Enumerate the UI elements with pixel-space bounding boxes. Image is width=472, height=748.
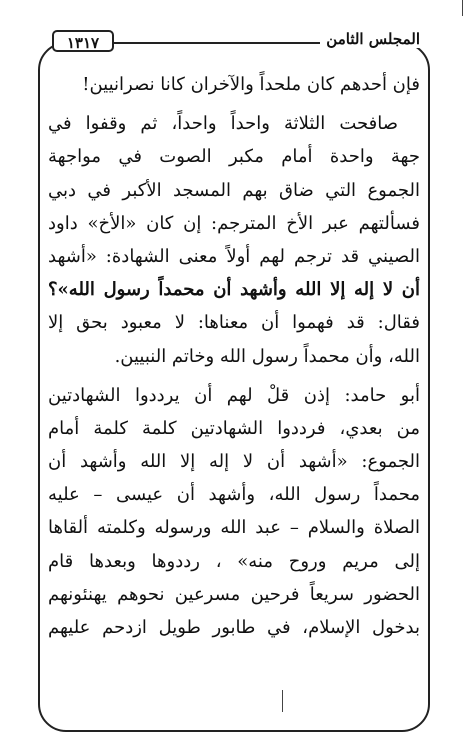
text-line: أبو حامد: إذن قلْ لهم أن يرددوا الشهادتين	[48, 384, 420, 406]
text-line: الله، وأن محمداً رسول الله وخاتم النبيين.	[114, 345, 420, 367]
text-line: الحضور سريعاً فرحين مسرعين نحوهم يهنئونهم	[48, 583, 420, 605]
text-line: فسألتهم عبر الأخ المترجم: إن كان «الأخ» داود	[48, 212, 420, 234]
text-line: بدخول الإسلام، في طابور طويل ازدحم عليهم	[48, 617, 420, 638]
text-line: فإن أحدهم كان ملحداً والآخران كانا نصرانيين!	[82, 74, 420, 95]
text-line: من بعدي، فرددوا الشهادتين كلمة كلمة أمام	[48, 417, 420, 439]
text-line: صافحت الثلاثة واحداً واحداً، ثم وقفوا في	[48, 113, 398, 135]
text-line: فقال: قد فهموا أن معناها: لا معبود بحق إلا	[48, 312, 420, 334]
text-line: أن لا إله إلا الله وأشهد أن محمداً رسول الله»؟	[48, 279, 420, 301]
text-line: الجموع: «أشهد أن لا إله إلا الله وأشهد أن	[48, 451, 420, 473]
text-line: الصيني قد ترجم لهم أولاً معنى الشهادة: «أشهد	[48, 245, 420, 267]
page-body	[48, 68, 420, 644]
text-line: الصلاة والسلام – عبد الله ورسوله وكلمته ألقاها	[48, 517, 420, 539]
page-number: ١٣١٧	[52, 30, 114, 52]
chapter-title: المجلس الثامن	[320, 30, 426, 48]
page-edge-mark	[462, 0, 463, 16]
text-line: إلى مريم وروح منه» ، رددوها وبعدها قام	[48, 550, 420, 572]
margin-tick-mark	[282, 690, 283, 712]
text-line: الجموع التي ضاق بهم المسجد الأكبر في دبي	[48, 179, 420, 201]
text-line: جهة واحدة أمام مكبر الصوت في مواجهة	[48, 146, 420, 168]
text-line: محمداً رسول الله، وأشهد أن عيسى – عليه	[48, 484, 420, 506]
